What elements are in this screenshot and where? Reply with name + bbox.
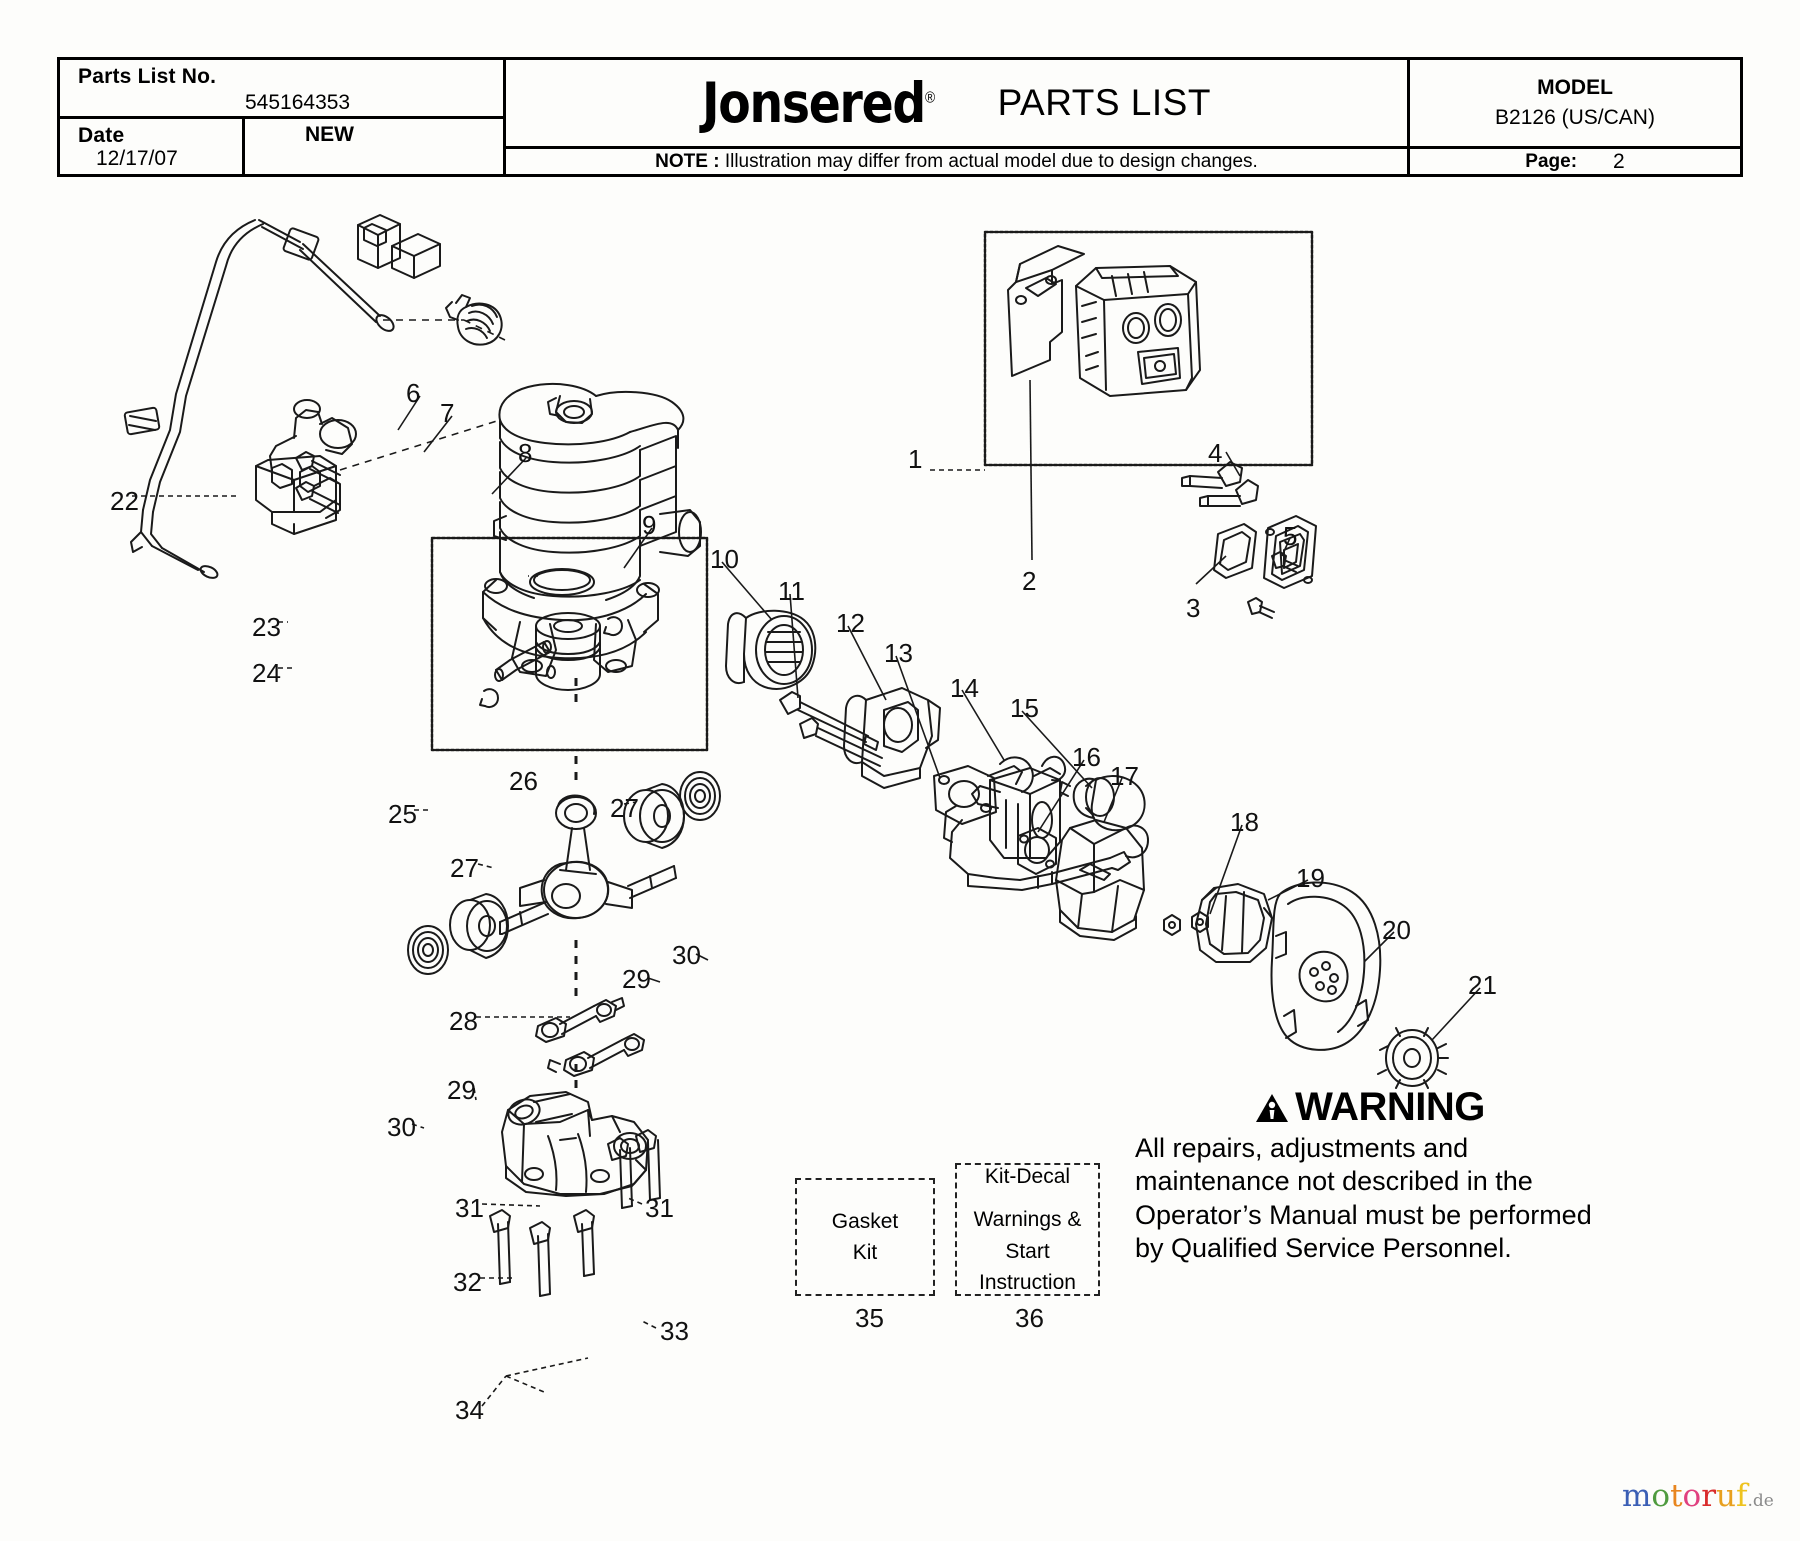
- header-center-block: [506, 60, 1410, 174]
- note-text: [655, 151, 1258, 173]
- part-34-bolts-bottom: [490, 1210, 594, 1296]
- part-18-nuts: [1164, 912, 1208, 935]
- model-label: MODEL: [1537, 76, 1613, 99]
- part-28-crankshaft: [500, 795, 676, 934]
- part-24-coil-screws: [296, 452, 340, 513]
- kit-decal-line1: Warnings &: [973, 1208, 1082, 1231]
- gasket-kit-box: [795, 1178, 935, 1296]
- part-3-spark-arrestor-gasket: [1214, 524, 1256, 578]
- callout-31: 31: [645, 1193, 674, 1223]
- callout-24: 24: [252, 658, 281, 688]
- watermark-letter: r: [1701, 1478, 1717, 1514]
- warning-triangle-icon: [1255, 1092, 1289, 1124]
- doc-type-label: PARTS LIST: [997, 82, 1211, 123]
- part-9-cylinder: [483, 384, 701, 676]
- header-right-block: [1410, 60, 1740, 174]
- kit-decal-box: [955, 1163, 1100, 1296]
- part-32-crankcase: [502, 1092, 648, 1196]
- watermark-letter: m: [1622, 1478, 1652, 1514]
- header-table: [57, 57, 1743, 177]
- note-prefix: NOTE :: [655, 150, 720, 172]
- callout-21: 21: [1468, 970, 1497, 1000]
- parts-list-no-label: Parts List No.: [78, 65, 217, 88]
- part-31-clamps: [536, 998, 644, 1076]
- callout-13: 13: [884, 638, 913, 668]
- gasket-kit-line1: Gasket: [831, 1209, 899, 1233]
- callout-27: 27: [450, 853, 479, 883]
- callout-36: 36: [1015, 1303, 1044, 1333]
- part-26-piston-ring: [530, 569, 594, 595]
- callout-26: 26: [509, 766, 538, 796]
- callout-7: 7: [440, 398, 455, 428]
- callout-33: 33: [660, 1316, 689, 1346]
- callout-12: 12: [836, 608, 865, 638]
- part-2-muffler-gasket: [1008, 246, 1084, 376]
- page-label: Page:: [1525, 150, 1578, 172]
- callout-30: 30: [387, 1112, 416, 1142]
- date-cell: [60, 119, 245, 175]
- jonsered-logo: [702, 70, 972, 135]
- callout-3: 3: [1186, 593, 1201, 623]
- callout-35: 35: [855, 1303, 884, 1333]
- callout-29: 29: [447, 1075, 476, 1105]
- part-10-intake-manifold: [726, 611, 815, 689]
- callout-8: 8: [518, 438, 533, 468]
- callout-23: 23: [252, 612, 281, 642]
- model-value: B2126 (US/CAN): [1495, 106, 1655, 129]
- warning-block: [1135, 1085, 1605, 1266]
- brand-row: [506, 60, 1407, 149]
- callout-34: 34: [455, 1395, 484, 1425]
- callout-6: 6: [406, 378, 421, 408]
- note-row: [506, 149, 1407, 174]
- kit-decal-title: Kit-Decal: [984, 1164, 1071, 1188]
- callout-25: 25: [388, 799, 417, 829]
- callout-15: 15: [1010, 693, 1039, 723]
- callout-17: 17: [1110, 761, 1139, 791]
- part-30-bearing-lower: [408, 926, 448, 974]
- callout-19: 19: [1296, 863, 1325, 893]
- callout-1: 1: [908, 444, 923, 474]
- callout-22: 22: [110, 486, 139, 516]
- callout-4: 4: [1208, 438, 1223, 468]
- revision-value: NEW: [305, 122, 354, 146]
- warning-heading: WARNING: [1295, 1085, 1485, 1129]
- header-left-block: [60, 60, 506, 174]
- callout-18: 18: [1230, 807, 1259, 837]
- part-20-starter-cover: [1272, 882, 1381, 1049]
- callout-20: 20: [1382, 915, 1411, 945]
- registered-mark-icon: ®: [924, 89, 934, 107]
- part-13-carb-gasket: [934, 766, 996, 824]
- warning-heading-row: [1135, 1085, 1605, 1130]
- callout-14: 14: [950, 673, 979, 703]
- kit-decal-line2: Start Instruction: [979, 1239, 1076, 1294]
- date-value: 12/17/07: [96, 146, 178, 170]
- callout-32: 32: [453, 1267, 482, 1297]
- brand-wordmark: Jonsered®: [702, 70, 934, 135]
- part-22-wire-harness: [124, 220, 396, 580]
- watermark-letter: f: [1736, 1478, 1748, 1514]
- revision-cell: [245, 119, 503, 175]
- page-cell: [1410, 149, 1740, 174]
- muffler-body: [1076, 266, 1200, 396]
- part-21-starter-pulley: [1378, 1028, 1448, 1088]
- watermark-letter: u: [1716, 1478, 1737, 1514]
- part-30-bearing-upper: [680, 772, 720, 820]
- gasket-kit-line2: Kit: [852, 1241, 878, 1264]
- watermark-letter: o: [1651, 1478, 1671, 1514]
- model-cell: [1410, 60, 1740, 149]
- callout-29: 29: [622, 964, 651, 994]
- watermark-suffix: .de: [1747, 1491, 1774, 1511]
- callout-16: 16: [1072, 742, 1101, 772]
- callout-5: 5: [1283, 521, 1298, 551]
- callout-9: 9: [642, 510, 657, 540]
- callout-30: 30: [672, 940, 701, 970]
- motoruf-watermark: [1622, 1478, 1774, 1514]
- date-label: Date: [78, 123, 125, 147]
- note-body: Illustration may differ from actual model due to design changes.: [724, 150, 1258, 172]
- callout-10: 10: [710, 544, 739, 574]
- part-23-ignition-coil: [256, 400, 356, 534]
- callout-2: 2: [1022, 566, 1037, 596]
- parts-list-no-cell: [60, 60, 503, 119]
- page-value: 2: [1613, 149, 1625, 173]
- part-6-terminal: [358, 215, 400, 268]
- part-5-spark-arrestor-plate: [1248, 516, 1316, 618]
- callout-31: 31: [455, 1193, 484, 1223]
- parts-list-no-value: 545164353: [245, 91, 351, 114]
- callout-28: 28: [449, 1006, 478, 1036]
- watermark-letter: t: [1670, 1478, 1683, 1514]
- watermark-letter: o: [1682, 1478, 1702, 1514]
- warning-body: All repairs, adjustments and maintenance not described in the Operator’s Manual must be performed by Qualified Service Personnel.: [1135, 1133, 1592, 1264]
- callout-27: 27: [610, 793, 639, 823]
- date-revision-row: [60, 119, 503, 175]
- callout-11: 11: [778, 576, 805, 606]
